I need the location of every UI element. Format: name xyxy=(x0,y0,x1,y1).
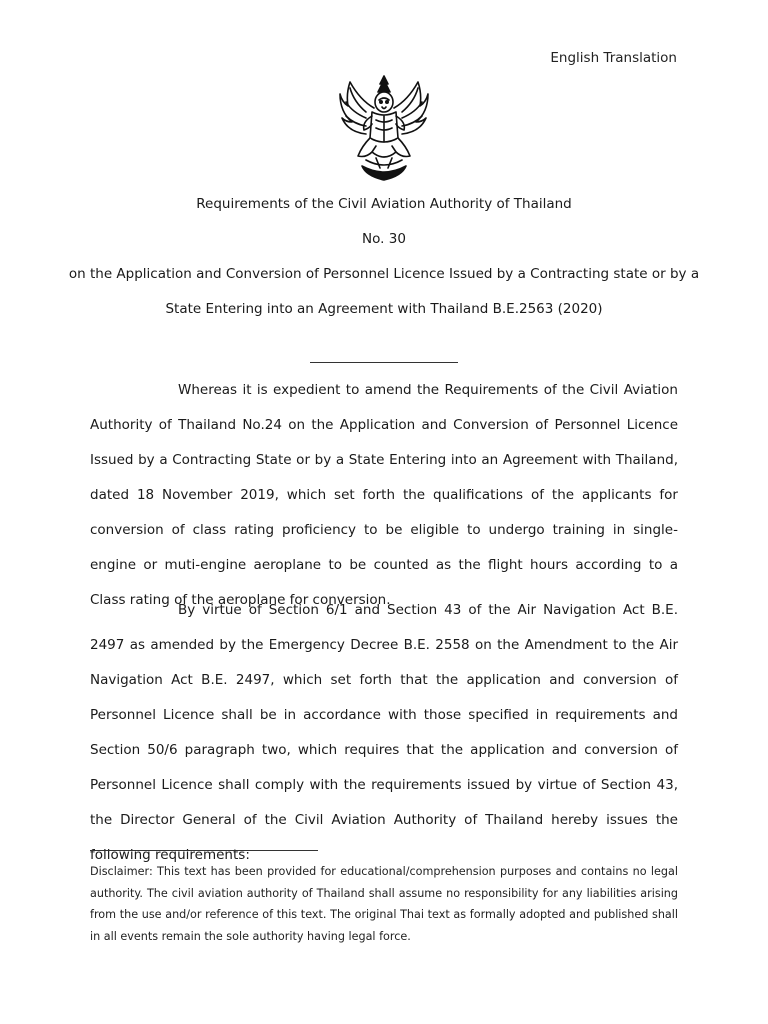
title-line-2: No. 30 xyxy=(362,231,406,247)
translation-tag: English Translation xyxy=(550,50,677,66)
title-line-3: on the Application and Conversion of Personnel Licence Issued by a Contracting state or by a xyxy=(68,266,700,282)
footnote-divider xyxy=(90,850,318,851)
paragraph-by-virtue: By virtue of Section 6/1 and Section 43 of the Air Navigation Act B.E. 2497 as amended by the Emergency Decree B.E. 2558 on the Amendment to the Air Navigation Act B.E. 2497, which set forth that the application and conversion of Personnel Licence shall be in accordance with those specified in requirements and Section 50/6 paragraph two, which requires that the application and conversion of Personnel Licence shall comply with the requirements issued by virtue of Section 43, the Director General of the Civil Aviation Authority of Thailand hereby issues the following requirements: xyxy=(90,602,678,863)
title-line-4: State Entering into an Agreement with Thailand B.E.2563 (2020) xyxy=(165,301,603,317)
title-line-1: Requirements of the Civil Aviation Authority of Thailand xyxy=(196,196,572,212)
disclaimer-footnote: Disclaimer: This text has been provided for educational/comprehension purposes and contains no legal authority. The civil aviation authority of Thailand shall assume no responsibility for any liabilities arising from the use and/or reference of this text. The original Thai text as formally adopted and published shall in all events remain the sole authority having legal force. xyxy=(90,865,678,943)
title-divider xyxy=(310,362,458,363)
garuda-emblem-icon xyxy=(336,72,432,184)
paragraph-whereas: Whereas it is expedient to amend the Requirements of the Civil Aviation Authority of Thailand No.24 on the Application and Conversion of Personnel Licence Issued by a Contracting State or by a State Entering into an Agreement with Thailand, dated 18 November 2019, which set forth the qualifications of the applicants for conversion of class rating proficiency to be eligible to undergo training in single-engine or muti-engine aeroplane to be counted as the flight hours according to a Class rating of the aeroplane for conversion. xyxy=(90,382,678,608)
